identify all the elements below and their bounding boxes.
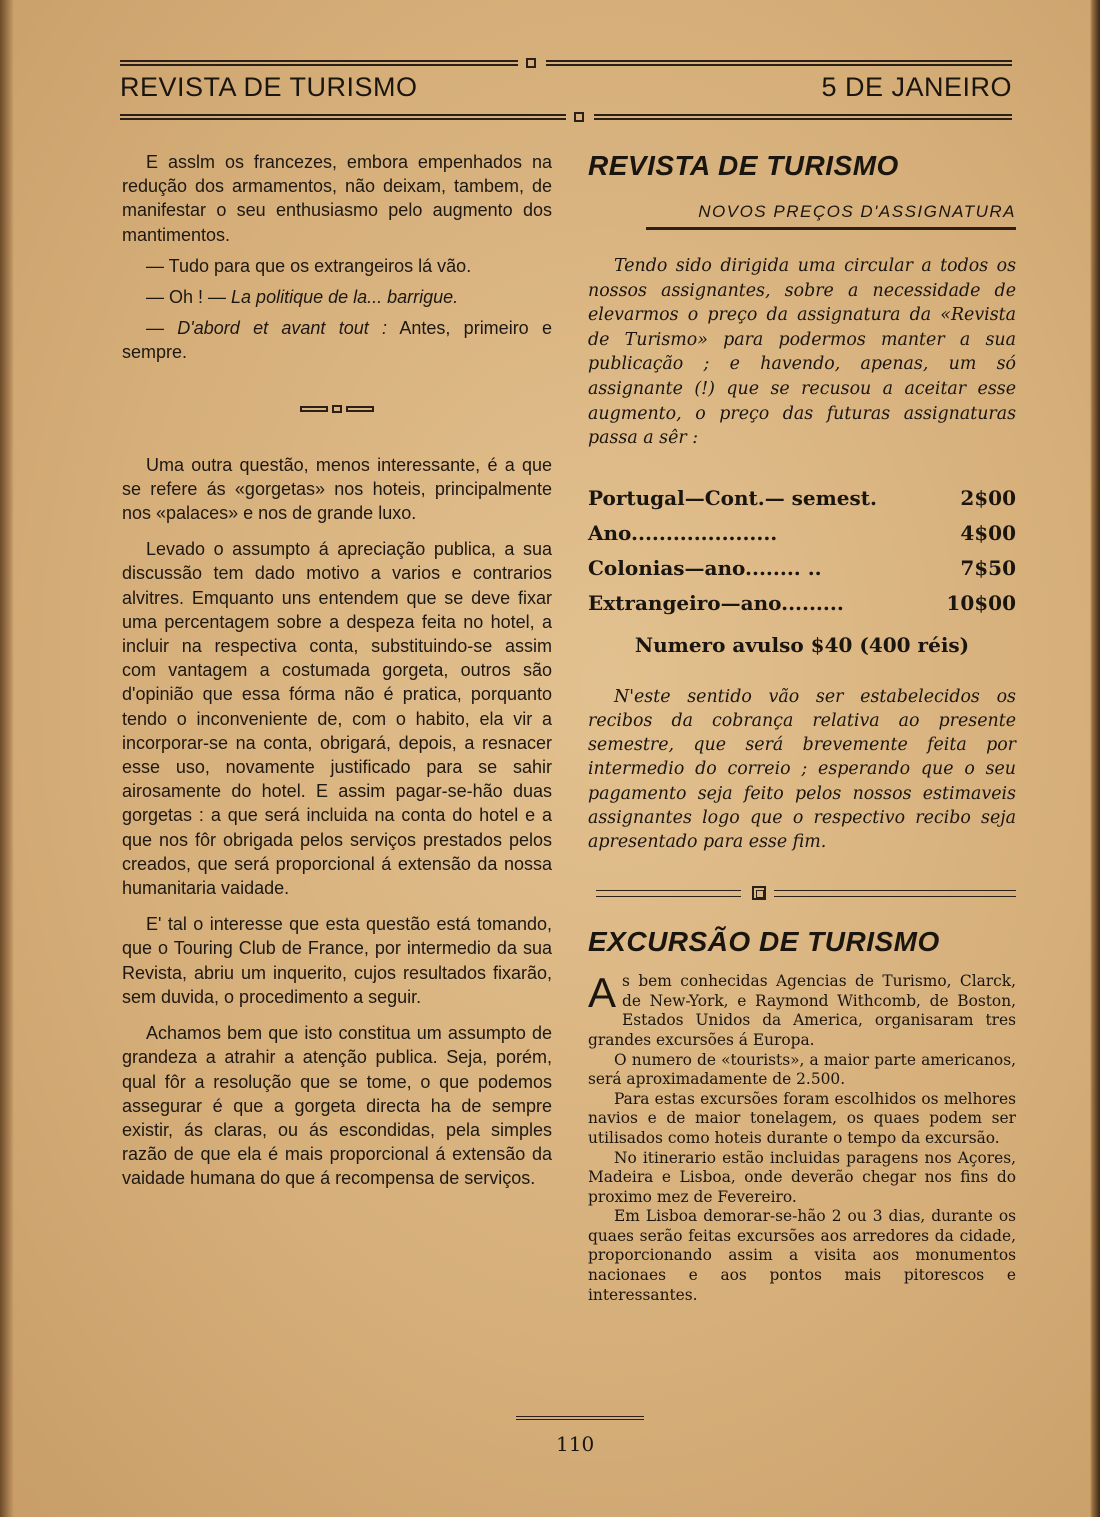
header-rule-top-right xyxy=(546,60,1012,66)
paragraph-text: s bem conhecidas Agencias de Turismo, Clarck, de New-York, e Raymond Withcomb, de Boston, Estados Unidos da America, organisaram tres grandes excursões á Europa. xyxy=(588,972,1016,1049)
billing-note: N'este sentido vão ser estabelecidos os recibos da cobrança relativa ao presente semestre, que será brevemente feita por intermedio do correio ; esperando que o seu pagamento seja feito pelos nossos estimaveis assignantes logo que o respectivo recibo seja apresentado para esse fim. xyxy=(588,686,1016,852)
price-label: Colonias—ano........ .. xyxy=(588,556,822,581)
paragraph: O numero de «tourists», a maior parte americanos, será aproximadamente de 2.500. xyxy=(588,1050,1016,1089)
price-value: 7$50 xyxy=(960,556,1016,581)
excursion-title: EXCURSÃO DE TURISMO xyxy=(588,926,940,958)
paragraph: E' tal o interesse que esta questão está tomando, que o Touring Club de France, por intermedio da sua Revista, abriu um inquerito, cujos resultados fixarão, sem duvida, o procedimento a seguir. xyxy=(122,914,552,1007)
subtitle-underline xyxy=(646,227,1016,230)
drop-cap: A xyxy=(588,969,617,1017)
header-rule-top-left xyxy=(120,60,518,66)
section-divider-ornament xyxy=(300,405,374,415)
page-edge-right xyxy=(1090,0,1100,1517)
section-title: REVISTA DE TURISMO xyxy=(588,150,899,181)
paragraph xyxy=(122,285,552,309)
paragraph: Levado o assumpto á apreciação publica, a sua discussão tem dado motivo a varios e contrarios alvitres. Emquanto uns entendem que se deve fixar uma percentagem sobre a despeza feita no hotel, a incluir na respectiva conta, substituindo-se assim com vantagem a costumada gorgeta, outros são d'opinião que essa fórma não é pratica, porquanto tendo o inconveniente de, com o habito, ela vir a incorporar-se na conta, obrigará, depois, a resnacer esse uso, novamente justificado para se sahir airosamente do hotel. E assim pagar-se-hão duas gorgetas : a que será incluida na conta do hotel e a que nos fôr obrigada pelos serviços prestados pelos creados, que será proporcional á extensão da nossa humanitaria vaidade. xyxy=(122,539,552,899)
paragraph xyxy=(122,316,552,364)
paragraph: — Tudo para que os extrangeiros lá vão. xyxy=(146,255,472,276)
paragraph-text: Antes, primeiro e sempre. xyxy=(122,318,553,363)
price-label: Extrangeiro—ano......... xyxy=(588,591,844,616)
price-value: 4$00 xyxy=(960,521,1016,546)
paragraph: E asslm os francezes, embora empenhados na redução dos armamentos, não deixam, tambem, de manifestar o seu enthusiasmo pelo augmento dos mantimentos. xyxy=(122,152,552,245)
excursion-article xyxy=(588,969,1016,1305)
page-edge-left xyxy=(0,0,14,1517)
header-square-ornament-2 xyxy=(574,112,584,122)
header-journal-title: REVISTA DE TURISMO xyxy=(120,72,418,102)
paragraph xyxy=(588,969,1016,1050)
single-issue-price: Numero avulso $40 (400 réis) xyxy=(634,632,970,657)
paragraph: Em Lisboa demorar-se-hão 2 ou 3 dias, durante os quaes serão feitas excursões aos arredores da cidade, proporcionando assim a visita aos monumentos nacionaes e aos pontos mais pitorescos e interessantes. xyxy=(588,1207,1016,1304)
section-subtitle: NOVOS PREÇOS D'ASSIGNATURA xyxy=(698,202,1016,221)
paragraph: Para estas excursões foram escolhidos os melhores navios e de maior tonelagem, os quaes podem ser utilisados como hoteis durante o tempo da excursão. xyxy=(588,1089,1016,1147)
paragraph: No itinerario estão incluidas paragens nos Açores, Madeira e Lisboa, onde deverão chegar nos fins do proximo mez de Fevereiro. xyxy=(588,1148,1016,1206)
header-rule-bottom-right xyxy=(594,114,1012,120)
subscription-intro: Tendo sido dirigida uma circular a todos os nossos assignantes, sobre a necessidade de elevarmos o preço da assignatura da «Revista de Turismo» para podermos manter a sua publicação ; e havendo, apenas, um só assignante (!) que se recusou a aceitar esse augmento, o preço das futuras assignaturas passa a sêr : xyxy=(588,256,1016,449)
paragraph: Achamos bem que isto constitua um assumpto de grandeza a atrahir a atenção publica. Seja, porém, qual fôr a resolução que se tome, o que podemos assegurar é que a gorgeta directa ha de sempre existir, ás claras, ou ás escondidas, pela simples razão de que ela é mais proporcional á extensão da vaidade humana do que á recompensa de serviços. xyxy=(122,1023,552,1189)
italic-quote: — D'abord et avant tout : xyxy=(146,318,388,339)
price-row xyxy=(588,516,1016,551)
price-label: Portugal—Cont.— semest. xyxy=(588,486,877,511)
header-date: 5 DE JANEIRO xyxy=(821,72,1012,102)
price-value: 2$00 xyxy=(960,486,1016,511)
price-value: 10$00 xyxy=(946,591,1016,616)
price-label: Ano..................... xyxy=(588,521,778,546)
paragraph: Uma outra questão, menos interessante, é a que se refere ás «gorgetas» nos hoteis, principalmente nos «palaces» e nos de grande luxo. xyxy=(122,454,552,524)
price-row xyxy=(588,551,1016,586)
price-table xyxy=(588,481,1016,621)
price-row xyxy=(588,481,1016,516)
dash-text: — Oh ! — xyxy=(146,287,232,308)
footer-rule xyxy=(516,1416,644,1420)
header-rule-bottom-left xyxy=(120,114,566,120)
left-column xyxy=(122,150,552,1198)
page-number: 110 xyxy=(556,1432,595,1456)
right-column xyxy=(588,150,1016,1305)
section-separator xyxy=(588,886,1016,900)
price-row xyxy=(588,586,1016,621)
italic-quote: La politique de la... barrigue. xyxy=(231,287,459,308)
header-square-ornament xyxy=(526,58,536,68)
